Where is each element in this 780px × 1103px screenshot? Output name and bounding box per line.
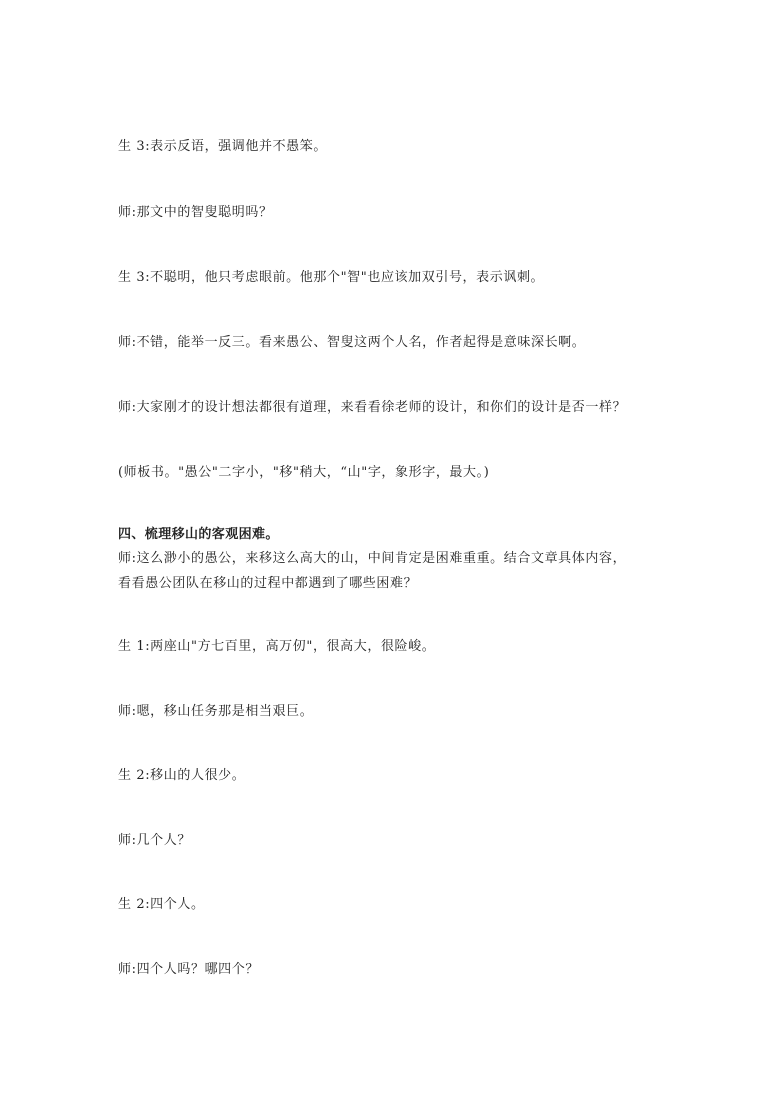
stage-direction-line: (师板书。"愚公"二字小，"移"稍大，“山"字，象形字，最大。) [118,465,490,480]
dialogue-line: 生 2:四个人。 [118,897,205,912]
section-heading: 四、梳理移山的客观困难。 [118,527,279,542]
dialogue-line: 师:几个人？ [118,833,191,848]
dialogue-line-continued: 看看愚公团队在移山的过程中都遇到了哪些困难？ [118,576,418,591]
dialogue-line: 生 3:表示反语，强调他并不愚笨。 [118,139,327,154]
dialogue-line: 生 1:两座山"方七百里，高万仞"，很高大，很险峻。 [118,639,436,654]
dialogue-line: 师:大家刚才的设计想法都很有道理，来看看徐老师的设计，和你们的设计是否一样？ [118,400,627,415]
dialogue-line: 师:不错，能举一反三。看来愚公、智叟这两个人名，作者起得是意味深长啊。 [118,335,586,350]
dialogue-line: 师:嗯，移山任务那是相当艰巨。 [118,704,314,719]
dialogue-line: 生 3:不聪明，他只考虑眼前。他那个"智"也应该加双引号，表示讽刺。 [118,270,545,285]
dialogue-line: 师:这么渺小的愚公，来移这么高大的山，中间肯定是困难重重。结合文章具体内容， [118,551,627,566]
dialogue-line: 生 2:移山的人很少。 [118,768,246,783]
dialogue-line: 师:那文中的智叟聪明吗？ [118,205,273,220]
dialogue-line: 师:四个人吗？哪四个？ [118,962,259,977]
